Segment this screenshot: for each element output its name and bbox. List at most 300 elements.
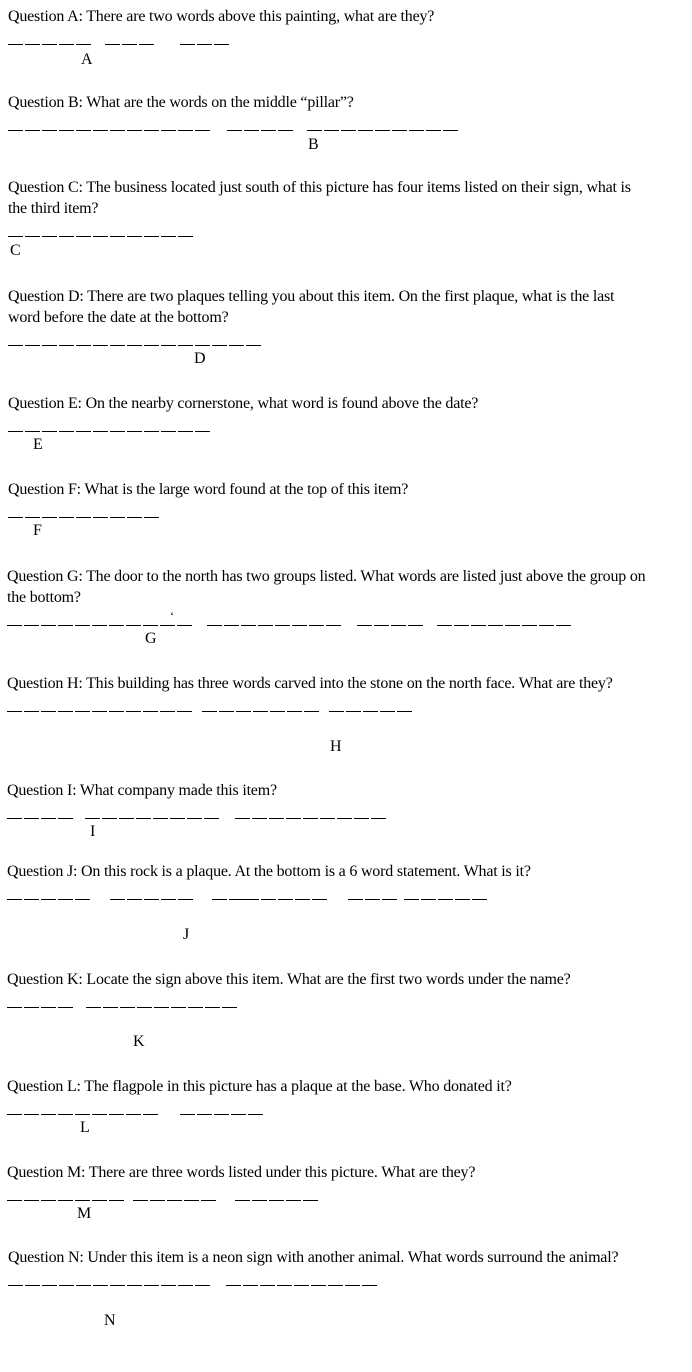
blank-dash	[42, 517, 57, 518]
blank-dash	[438, 899, 453, 900]
blank-dash	[8, 517, 23, 518]
blank-dash	[404, 899, 419, 900]
question-k-text: Question K: Locate the sign above this item. What are the first two words under the name?	[7, 971, 571, 988]
blank-dash	[303, 1200, 318, 1201]
blank-dash	[110, 899, 125, 900]
blank-dash	[178, 899, 193, 900]
blank-dash	[375, 130, 390, 131]
blank-group	[180, 1109, 265, 1119]
blank-dash	[59, 345, 74, 346]
blank-dash	[144, 130, 159, 131]
blank-dash	[187, 818, 202, 819]
blank-dash	[41, 899, 56, 900]
question-e	[8, 393, 648, 453]
blank-dash	[92, 711, 107, 712]
blank-dash	[58, 711, 73, 712]
blank-dash	[92, 1114, 107, 1115]
question-j-text: Question J: On this rock is a plaque. At the bottom is a 6 word statement. What is it?	[7, 863, 531, 880]
blank-dash	[75, 1114, 90, 1115]
blank-group	[7, 1109, 160, 1119]
blank-dash	[345, 1285, 360, 1286]
answer-blanks-m	[7, 1189, 647, 1207]
blank-dash	[309, 625, 324, 626]
blank-dash	[241, 625, 256, 626]
blank-dash	[75, 1200, 90, 1201]
blank-dash	[58, 625, 73, 626]
blank-dash	[346, 711, 361, 712]
blank-dash	[110, 517, 125, 518]
blank-dash	[59, 431, 74, 432]
blank-dash	[144, 1285, 159, 1286]
blank-dash	[42, 236, 57, 237]
blank-dash	[92, 625, 107, 626]
blank-dash	[76, 44, 91, 45]
blank-dash	[143, 625, 158, 626]
question-c	[8, 177, 648, 259]
blank-group	[7, 1002, 75, 1012]
answer-blanks-a	[8, 33, 648, 51]
blank-group	[202, 706, 321, 716]
blank-dash	[278, 130, 293, 131]
blank-dash	[109, 711, 124, 712]
blank-dash	[42, 431, 57, 432]
blank-dash	[24, 711, 39, 712]
blank-dash	[103, 1007, 118, 1008]
answer-blanks-c	[8, 225, 648, 243]
question-i	[7, 780, 647, 840]
blank-dash	[25, 345, 40, 346]
blank-dash	[42, 1285, 57, 1286]
blank-dash	[205, 1007, 220, 1008]
blank-dash	[258, 625, 273, 626]
blank-dash	[144, 236, 159, 237]
blank-dash	[127, 236, 142, 237]
blank-dash	[246, 345, 261, 346]
blank-dash	[397, 711, 412, 712]
blank-dash	[24, 625, 39, 626]
blank-dash	[304, 711, 319, 712]
blank-dash	[59, 130, 74, 131]
blank-group	[7, 894, 92, 904]
answer-letter-d: D	[194, 350, 206, 367]
blank-dash	[8, 1285, 23, 1286]
blank-dash	[93, 517, 108, 518]
blank-dash	[25, 1285, 40, 1286]
blank-dash	[7, 899, 22, 900]
question-i-text: Question I: What company made this item?	[7, 782, 277, 799]
blank-dash	[171, 1007, 186, 1008]
blank-dash	[86, 1007, 101, 1008]
blank-group	[226, 1280, 379, 1290]
blank-dash	[362, 1285, 377, 1286]
blank-dash	[110, 130, 125, 131]
blank-dash	[214, 1114, 229, 1115]
blank-dash	[222, 1007, 237, 1008]
blank-dash	[8, 345, 23, 346]
blank-group	[207, 620, 343, 630]
blank-dash	[278, 899, 293, 900]
blank-group	[404, 894, 489, 904]
blank-dash	[219, 711, 234, 712]
blank-dash	[178, 236, 193, 237]
question-g-text: Question G: The door to the north has two groups listed. What words are listed just above the group on the bottom?	[7, 568, 646, 606]
answer-letter-h: H	[330, 738, 342, 755]
blank-dash	[25, 431, 40, 432]
blank-dash	[144, 431, 159, 432]
blank-dash	[505, 625, 520, 626]
blank-dash	[41, 1114, 56, 1115]
question-j	[7, 861, 647, 943]
blank-dash	[178, 431, 193, 432]
blank-dash	[380, 711, 395, 712]
blank-dash	[426, 130, 441, 131]
blank-dash	[144, 345, 159, 346]
blank-dash	[312, 899, 327, 900]
blank-dash	[392, 130, 407, 131]
blank-dash	[195, 431, 210, 432]
blank-dash	[320, 818, 335, 819]
blank-dash	[7, 625, 22, 626]
blank-dash	[24, 818, 39, 819]
answer-blanks-g	[7, 614, 667, 632]
blank-dash	[75, 711, 90, 712]
blank-dash	[143, 1114, 158, 1115]
blank-dash	[229, 899, 244, 900]
blank-dash	[178, 345, 193, 346]
blank-dash	[303, 818, 318, 819]
question-m-text: Question M: There are three words listed under this picture. What are they?	[7, 1164, 476, 1181]
blank-dash	[202, 711, 217, 712]
blank-dash	[226, 1285, 241, 1286]
blank-dash	[144, 517, 159, 518]
blank-dash	[539, 625, 554, 626]
blank-group	[110, 894, 195, 904]
blank-dash	[59, 44, 74, 45]
blank-group	[7, 1195, 126, 1205]
question-g	[7, 566, 667, 647]
blank-dash	[127, 130, 142, 131]
blank-dash	[93, 130, 108, 131]
blank-dash	[93, 345, 108, 346]
blank-dash	[421, 899, 436, 900]
blank-dash	[363, 711, 378, 712]
blank-dash	[137, 1007, 152, 1008]
blank-dash	[443, 130, 458, 131]
blank-group	[212, 894, 246, 904]
blank-dash	[204, 818, 219, 819]
blank-group	[8, 512, 161, 522]
blank-dash	[229, 345, 244, 346]
answer-letter-b: B	[308, 136, 319, 153]
blank-dash	[269, 818, 284, 819]
blank-dash	[488, 625, 503, 626]
blank-group	[8, 125, 212, 135]
blank-dash	[7, 1200, 22, 1201]
blank-dash	[391, 625, 406, 626]
blank-dash	[270, 711, 285, 712]
blank-dash	[41, 625, 56, 626]
apostrophe-mark: ‘	[170, 609, 174, 623]
answer-blanks-i	[7, 807, 647, 825]
blank-dash	[93, 236, 108, 237]
question-e-text: Question E: On the nearby cornerstone, what word is found above the date?	[8, 395, 479, 412]
blank-dash	[58, 818, 73, 819]
question-k	[7, 969, 647, 1050]
blank-dash	[24, 1114, 39, 1115]
blank-dash	[109, 1200, 124, 1201]
blank-group	[7, 813, 75, 823]
blank-dash	[177, 711, 192, 712]
blank-dash	[471, 625, 486, 626]
blank-group	[235, 813, 388, 823]
blank-dash	[252, 1200, 267, 1201]
blank-dash	[42, 130, 57, 131]
blank-dash	[110, 1285, 125, 1286]
blank-dash	[127, 431, 142, 432]
blank-dash	[58, 1200, 73, 1201]
blank-group	[348, 894, 399, 904]
blank-dash	[161, 236, 176, 237]
blank-dash	[127, 899, 142, 900]
blank-dash	[260, 1285, 275, 1286]
answer-letter-g: G	[145, 630, 157, 647]
blank-dash	[214, 44, 229, 45]
blank-group	[86, 1002, 239, 1012]
blank-dash	[8, 44, 23, 45]
blank-dash	[75, 625, 90, 626]
answer-blanks-j	[7, 888, 647, 906]
blank-dash	[167, 1200, 182, 1201]
blank-dash	[354, 818, 369, 819]
blank-dash	[195, 1285, 210, 1286]
blank-dash	[454, 625, 469, 626]
question-d	[8, 286, 648, 367]
answer-blanks-n	[8, 1274, 648, 1292]
blank-dash	[25, 44, 40, 45]
blank-dash	[93, 431, 108, 432]
blank-dash	[522, 625, 537, 626]
blank-dash	[307, 130, 322, 131]
blank-group	[85, 813, 221, 823]
blank-dash	[212, 345, 227, 346]
blank-group	[7, 620, 194, 630]
blank-dash	[161, 130, 176, 131]
blank-group	[8, 340, 263, 350]
blank-dash	[295, 899, 310, 900]
blank-dash	[195, 345, 210, 346]
blank-dash	[127, 345, 142, 346]
blank-dash	[126, 711, 141, 712]
blank-dash	[329, 711, 344, 712]
blank-dash	[42, 345, 57, 346]
blank-group	[235, 1195, 320, 1205]
answer-letter-i: I	[90, 823, 96, 840]
blank-dash	[269, 1200, 284, 1201]
blank-dash	[41, 1200, 56, 1201]
question-f-text: Question F: What is the large word found at the top of this item?	[8, 481, 409, 498]
blank-group	[244, 894, 329, 904]
answer-letter-e: E	[33, 436, 43, 453]
blank-dash	[41, 1007, 56, 1008]
blank-dash	[455, 899, 470, 900]
blank-dash	[224, 625, 239, 626]
blank-dash	[235, 818, 250, 819]
blank-dash	[253, 711, 268, 712]
blank-dash	[25, 517, 40, 518]
question-n-text: Question N: Under this item is a neon sign with another animal. What words surround the animal?	[8, 1249, 619, 1266]
blank-dash	[235, 1200, 250, 1201]
blank-dash	[248, 1114, 263, 1115]
blank-dash	[76, 431, 91, 432]
blank-dash	[42, 44, 57, 45]
blank-group	[180, 39, 231, 49]
blank-group	[7, 706, 194, 716]
blank-dash	[236, 711, 251, 712]
answer-blanks-d	[8, 334, 648, 352]
blank-group	[8, 426, 212, 436]
question-a	[8, 6, 648, 68]
blank-dash	[76, 1285, 91, 1286]
answer-letter-k: K	[133, 1033, 145, 1050]
blank-dash	[160, 711, 175, 712]
blank-dash	[150, 1200, 165, 1201]
question-l	[7, 1076, 647, 1136]
question-m	[7, 1162, 647, 1222]
blank-dash	[126, 625, 141, 626]
blank-dash	[178, 130, 193, 131]
blank-dash	[195, 130, 210, 131]
blank-dash	[161, 431, 176, 432]
blank-dash	[201, 1200, 216, 1201]
blank-dash	[286, 818, 301, 819]
blank-dash	[76, 236, 91, 237]
blank-dash	[41, 818, 56, 819]
blank-dash	[188, 1007, 203, 1008]
blank-dash	[25, 130, 40, 131]
blank-dash	[127, 517, 142, 518]
blank-dash	[109, 1114, 124, 1115]
blank-dash	[59, 517, 74, 518]
question-c-text: Question C: The business located just south of this picture has four items listed on their sign, what is the third item?	[8, 179, 631, 217]
blank-dash	[85, 818, 100, 819]
blank-dash	[92, 1200, 107, 1201]
blank-dash	[437, 625, 452, 626]
answer-blanks-k	[7, 996, 647, 1014]
question-d-text: Question D: There are two plaques telling you about this item. On the first plaque, what is the last word before the date at the bottom?	[8, 288, 615, 326]
answer-letter-n: N	[104, 1312, 116, 1329]
blank-dash	[58, 1114, 73, 1115]
blank-dash	[25, 236, 40, 237]
answer-letter-f: F	[33, 522, 42, 539]
blank-dash	[160, 625, 175, 626]
blank-dash	[7, 711, 22, 712]
answer-blanks-f	[8, 506, 648, 524]
blank-dash	[371, 818, 386, 819]
blank-dash	[153, 818, 168, 819]
blank-dash	[212, 899, 227, 900]
question-a-text: Question A: There are two words above this painting, what are they?	[8, 8, 435, 25]
question-h	[7, 673, 647, 755]
blank-dash	[184, 1200, 199, 1201]
blank-dash	[109, 625, 124, 626]
blank-dash	[8, 130, 23, 131]
answer-blanks-h	[7, 700, 647, 718]
blank-dash	[244, 130, 259, 131]
blank-dash	[24, 1007, 39, 1008]
blank-dash	[24, 1200, 39, 1201]
question-b	[8, 92, 648, 153]
answer-letter-m: M	[77, 1205, 92, 1222]
blank-dash	[357, 625, 372, 626]
answer-blanks-e	[8, 420, 648, 438]
blank-dash	[59, 236, 74, 237]
blank-dash	[24, 899, 39, 900]
blank-dash	[197, 44, 212, 45]
blank-dash	[7, 1007, 22, 1008]
blank-dash	[58, 899, 73, 900]
blank-dash	[294, 1285, 309, 1286]
blank-dash	[120, 1007, 135, 1008]
blank-dash	[58, 1007, 73, 1008]
blank-dash	[76, 345, 91, 346]
blank-group	[8, 1280, 212, 1290]
blank-dash	[358, 130, 373, 131]
blank-dash	[105, 44, 120, 45]
blank-dash	[8, 431, 23, 432]
blank-dash	[275, 625, 290, 626]
blank-dash	[177, 625, 192, 626]
blank-dash	[76, 130, 91, 131]
blank-dash	[292, 625, 307, 626]
blank-dash	[133, 1200, 148, 1201]
answer-letter-a: A	[81, 51, 93, 68]
blank-dash	[7, 1114, 22, 1115]
blank-dash	[41, 711, 56, 712]
blank-dash	[154, 1007, 169, 1008]
blank-dash	[119, 818, 134, 819]
blank-dash	[197, 1114, 212, 1115]
blank-dash	[261, 130, 276, 131]
blank-dash	[161, 345, 176, 346]
blank-dash	[556, 625, 571, 626]
blank-dash	[102, 818, 117, 819]
blank-dash	[261, 899, 276, 900]
blank-group	[105, 39, 156, 49]
blank-dash	[110, 236, 125, 237]
blank-dash	[231, 1114, 246, 1115]
blank-dash	[110, 431, 125, 432]
blank-dash	[311, 1285, 326, 1286]
blank-dash	[472, 899, 487, 900]
answer-blanks-l	[7, 1103, 647, 1121]
blank-dash	[341, 130, 356, 131]
blank-dash	[326, 625, 341, 626]
blank-dash	[8, 236, 23, 237]
question-b-text: Question B: What are the words on the middle “pillar”?	[8, 94, 354, 111]
blank-dash	[122, 44, 137, 45]
blank-dash	[324, 130, 339, 131]
blank-group	[8, 231, 195, 241]
blank-dash	[207, 625, 222, 626]
blank-dash	[76, 517, 91, 518]
blank-dash	[139, 44, 154, 45]
blank-group	[307, 125, 460, 135]
blank-dash	[244, 899, 259, 900]
blank-dash	[161, 1285, 176, 1286]
blank-dash	[93, 1285, 108, 1286]
question-l-text: Question L: The flagpole in this picture has a plaque at the base. Who donated it?	[7, 1078, 512, 1095]
blank-dash	[144, 899, 159, 900]
